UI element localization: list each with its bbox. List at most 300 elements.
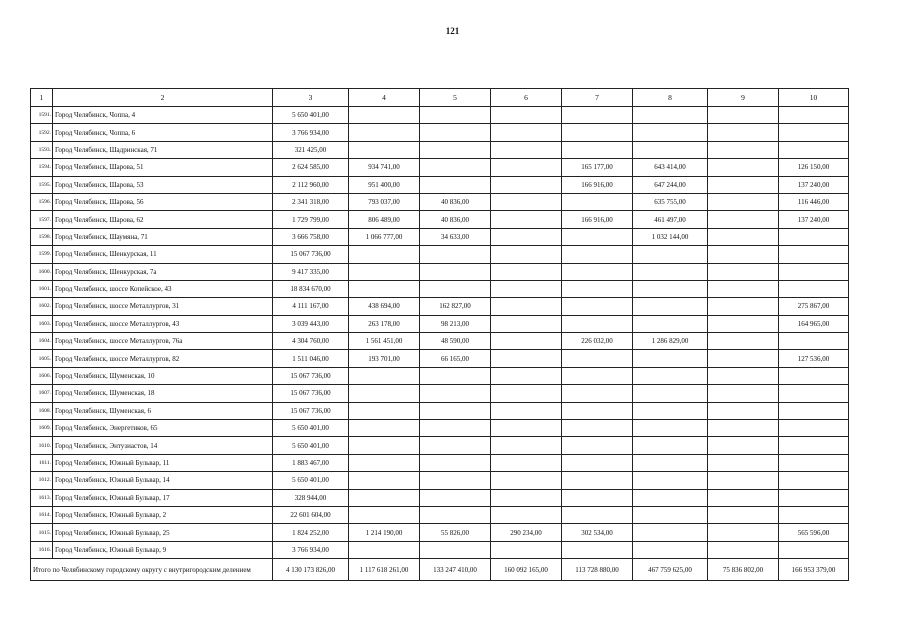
row-number-cell: 1608. [31, 402, 53, 419]
amount-cell [708, 472, 779, 489]
total-amount-cell: 166 953 379,00 [779, 559, 849, 581]
amount-cell [633, 437, 708, 454]
amount-cell [633, 454, 708, 471]
amount-cell [562, 402, 633, 419]
row-number-cell: 1592. [31, 124, 53, 141]
amount-cell [349, 280, 420, 297]
row-number-cell: 1613. [31, 489, 53, 506]
table-row [31, 315, 849, 332]
amount-cell: 3 766 934,00 [273, 124, 349, 141]
amount-cell [633, 107, 708, 124]
amount-cell [349, 420, 420, 437]
row-number-cell: 1607. [31, 385, 53, 402]
amount-cell [708, 315, 779, 332]
total-label: Итого по Челябинскому городскому округу с внутригородским делением [31, 559, 273, 581]
table-row [31, 506, 849, 523]
amount-cell [349, 489, 420, 506]
amount-cell [562, 350, 633, 367]
row-number-cell: 1591. [31, 107, 53, 124]
amount-cell: 806 489,00 [349, 211, 420, 228]
table-row [31, 420, 849, 437]
address-cell: Город Челябинск, шоссе Металлургов, 82 [53, 350, 273, 367]
address-cell: Город Челябинск, Чоппа, 6 [53, 124, 273, 141]
amount-cell [779, 107, 849, 124]
amount-cell [708, 107, 779, 124]
amount-cell: 1 032 144,00 [633, 228, 708, 245]
amount-cell: 5 650 401,00 [273, 107, 349, 124]
amount-cell [779, 280, 849, 297]
amount-cell [349, 541, 420, 558]
amount-cell [491, 402, 562, 419]
amount-cell [562, 437, 633, 454]
amount-cell [779, 228, 849, 245]
header-cell: 2 [53, 89, 273, 107]
total-amount-cell: 75 836 802,00 [708, 559, 779, 581]
amount-cell: 4 304 760,00 [273, 333, 349, 350]
amount-cell [633, 524, 708, 541]
amount-cell [349, 402, 420, 419]
amount-cell [349, 263, 420, 280]
amount-cell [708, 524, 779, 541]
amount-cell [562, 385, 633, 402]
amount-cell [708, 211, 779, 228]
amount-cell [708, 228, 779, 245]
row-number-cell: 1606. [31, 367, 53, 384]
amount-cell [562, 228, 633, 245]
amount-cell: 647 244,00 [633, 176, 708, 193]
amount-cell: 98 213,00 [420, 315, 491, 332]
amount-cell [779, 437, 849, 454]
amount-cell: 5 650 401,00 [273, 420, 349, 437]
amount-cell [562, 107, 633, 124]
amount-cell [491, 333, 562, 350]
address-cell: Город Челябинск, Шуменская, 10 [53, 367, 273, 384]
amount-cell: 2 624 585,00 [273, 159, 349, 176]
amount-cell [633, 385, 708, 402]
amount-cell [491, 489, 562, 506]
amount-cell [562, 280, 633, 297]
amount-cell [779, 263, 849, 280]
amount-cell: 5 650 401,00 [273, 472, 349, 489]
amount-cell [491, 176, 562, 193]
amount-cell [708, 193, 779, 210]
amount-cell [420, 280, 491, 297]
amount-cell [779, 489, 849, 506]
amount-cell: 137 240,00 [779, 176, 849, 193]
address-cell: Город Челябинск, Шенкурская, 11 [53, 246, 273, 263]
address-cell: Город Челябинск, Южный Бульвар, 14 [53, 472, 273, 489]
amount-cell [633, 350, 708, 367]
amount-cell [420, 246, 491, 263]
amount-cell: 162 827,00 [420, 298, 491, 315]
row-number-cell: 1616. [31, 541, 53, 558]
table-row [31, 541, 849, 558]
amount-cell [420, 437, 491, 454]
amount-cell [420, 367, 491, 384]
amount-cell [349, 454, 420, 471]
address-cell: Город Челябинск, шоссе Металлургов, 43 [53, 315, 273, 332]
row-number-cell: 1614. [31, 506, 53, 523]
amount-cell [708, 402, 779, 419]
amount-cell: 4 111 167,00 [273, 298, 349, 315]
amount-cell: 166 916,00 [562, 176, 633, 193]
amount-cell [420, 420, 491, 437]
table-body [31, 89, 849, 581]
amount-cell: 438 694,00 [349, 298, 420, 315]
amount-cell: 22 601 604,00 [273, 506, 349, 523]
address-cell: Город Челябинск, Шарова, 56 [53, 193, 273, 210]
amount-cell [779, 541, 849, 558]
amount-cell: 461 497,00 [633, 211, 708, 228]
amount-cell [349, 141, 420, 158]
row-number-cell: 1597. [31, 211, 53, 228]
amount-cell [633, 402, 708, 419]
header-cell: 6 [491, 89, 562, 107]
amount-cell [491, 454, 562, 471]
amount-cell [562, 246, 633, 263]
amount-cell: 2 341 318,00 [273, 193, 349, 210]
address-cell: Город Челябинск, шоссе Металлургов, 31 [53, 298, 273, 315]
row-number-cell: 1601. [31, 280, 53, 297]
address-cell: Город Челябинск, Южный Бульвар, 25 [53, 524, 273, 541]
address-cell: Город Челябинск, Энергетиков, 65 [53, 420, 273, 437]
amount-cell [562, 454, 633, 471]
amount-cell: 275 867,00 [779, 298, 849, 315]
header-cell: 8 [633, 89, 708, 107]
amount-cell [420, 141, 491, 158]
amount-cell [420, 402, 491, 419]
table-row [31, 124, 849, 141]
row-number-cell: 1611. [31, 454, 53, 471]
total-amount-cell: 160 092 165,00 [491, 559, 562, 581]
table-row [31, 280, 849, 297]
amount-cell: 934 741,00 [349, 159, 420, 176]
table-row [31, 367, 849, 384]
amount-cell [708, 454, 779, 471]
amount-cell [420, 159, 491, 176]
amount-cell [491, 367, 562, 384]
row-number-cell: 1609. [31, 420, 53, 437]
amount-cell [420, 472, 491, 489]
table-row [31, 333, 849, 350]
amount-cell: 1 511 046,00 [273, 350, 349, 367]
amount-cell [633, 506, 708, 523]
amount-cell [491, 280, 562, 297]
amount-cell [779, 124, 849, 141]
amount-cell: 126 150,00 [779, 159, 849, 176]
amount-cell [349, 385, 420, 402]
amount-cell [562, 489, 633, 506]
amount-cell: 3 039 443,00 [273, 315, 349, 332]
amount-cell [633, 246, 708, 263]
amount-cell: 2 112 960,00 [273, 176, 349, 193]
address-cell: Город Челябинск, Чоппа, 4 [53, 107, 273, 124]
page-number: 121 [445, 26, 460, 36]
amount-cell [708, 263, 779, 280]
amount-cell [562, 263, 633, 280]
amount-cell: 15 067 736,00 [273, 246, 349, 263]
amount-cell [491, 385, 562, 402]
amount-cell [491, 228, 562, 245]
amount-cell [779, 420, 849, 437]
table-row [31, 211, 849, 228]
table-row [31, 524, 849, 541]
amount-cell: 302 534,00 [562, 524, 633, 541]
amount-cell [491, 298, 562, 315]
amount-cell: 66 165,00 [420, 350, 491, 367]
amount-cell: 165 177,00 [562, 159, 633, 176]
amount-cell: 565 596,00 [779, 524, 849, 541]
amount-cell [708, 489, 779, 506]
amount-cell [491, 141, 562, 158]
address-cell: Город Челябинск, Южный Бульвар, 11 [53, 454, 273, 471]
amount-cell [349, 246, 420, 263]
amount-cell: 48 590,00 [420, 333, 491, 350]
header-cell: 7 [562, 89, 633, 107]
total-row [31, 559, 849, 581]
table-row [31, 263, 849, 280]
table-row [31, 176, 849, 193]
row-number-cell: 1594. [31, 159, 53, 176]
amount-cell [420, 263, 491, 280]
amount-cell: 40 836,00 [420, 193, 491, 210]
amount-cell [562, 472, 633, 489]
amount-cell [633, 541, 708, 558]
amount-cell [491, 315, 562, 332]
amount-cell [779, 367, 849, 384]
row-number-cell: 1598. [31, 228, 53, 245]
table-row [31, 228, 849, 245]
amount-cell [779, 141, 849, 158]
amount-cell [562, 420, 633, 437]
amount-cell [491, 437, 562, 454]
row-number-cell: 1615. [31, 524, 53, 541]
amount-cell [349, 367, 420, 384]
address-cell: Город Челябинск, Южный Бульвар, 2 [53, 506, 273, 523]
amount-cell: 34 633,00 [420, 228, 491, 245]
row-number-cell: 1600. [31, 263, 53, 280]
amount-cell [491, 472, 562, 489]
amount-cell [779, 454, 849, 471]
amount-cell [491, 193, 562, 210]
table-row [31, 141, 849, 158]
amount-cell [491, 350, 562, 367]
amount-cell [491, 107, 562, 124]
amount-cell: 328 944,00 [273, 489, 349, 506]
amount-cell: 1 066 777,00 [349, 228, 420, 245]
amount-cell: 3 666 758,00 [273, 228, 349, 245]
amount-cell [562, 298, 633, 315]
address-cell: Город Челябинск, Южный Бульвар, 9 [53, 541, 273, 558]
amount-cell [708, 541, 779, 558]
amount-cell [633, 298, 708, 315]
amount-cell [562, 315, 633, 332]
amount-cell [708, 159, 779, 176]
amount-cell [420, 541, 491, 558]
amount-cell [420, 506, 491, 523]
amount-cell [349, 124, 420, 141]
amount-cell [562, 506, 633, 523]
table-row [31, 159, 849, 176]
row-number-cell: 1602. [31, 298, 53, 315]
amount-cell: 40 836,00 [420, 211, 491, 228]
amount-cell [779, 333, 849, 350]
address-cell: Город Челябинск, шоссе Копейское, 43 [53, 280, 273, 297]
amount-cell: 3 766 934,00 [273, 541, 349, 558]
amount-cell [708, 124, 779, 141]
amount-cell [708, 298, 779, 315]
amount-cell: 635 755,00 [633, 193, 708, 210]
table-row [31, 298, 849, 315]
amount-cell: 9 417 335,00 [273, 263, 349, 280]
row-number-cell: 1593. [31, 141, 53, 158]
amount-cell [562, 367, 633, 384]
header-cell: 3 [273, 89, 349, 107]
amount-cell [779, 506, 849, 523]
total-amount-cell: 4 130 173 826,00 [273, 559, 349, 581]
amount-cell [633, 420, 708, 437]
amount-cell: 1 286 829,00 [633, 333, 708, 350]
row-number-cell: 1596. [31, 193, 53, 210]
header-cell: 1 [31, 89, 53, 107]
amount-cell [420, 454, 491, 471]
address-cell: Город Челябинск, Шаумяна, 71 [53, 228, 273, 245]
amount-cell: 1 561 451,00 [349, 333, 420, 350]
table-row [31, 489, 849, 506]
amount-cell: 643 414,00 [633, 159, 708, 176]
row-number-cell: 1605. [31, 350, 53, 367]
amount-cell [708, 333, 779, 350]
amount-cell: 1 729 799,00 [273, 211, 349, 228]
amount-cell [491, 263, 562, 280]
address-cell: Город Челябинск, Шарова, 62 [53, 211, 273, 228]
amount-cell [562, 193, 633, 210]
amount-cell [633, 315, 708, 332]
amount-cell [420, 385, 491, 402]
amount-cell [708, 506, 779, 523]
amount-cell: 15 067 736,00 [273, 402, 349, 419]
amount-cell [420, 124, 491, 141]
address-cell: Город Челябинск, Шарова, 53 [53, 176, 273, 193]
amount-cell [349, 437, 420, 454]
amount-cell: 290 234,00 [491, 524, 562, 541]
row-number-cell: 1603. [31, 315, 53, 332]
amount-cell [491, 506, 562, 523]
row-number-cell: 1604. [31, 333, 53, 350]
total-amount-cell: 133 247 410,00 [420, 559, 491, 581]
amount-cell: 321 425,00 [273, 141, 349, 158]
amount-cell [633, 263, 708, 280]
header-cell: 4 [349, 89, 420, 107]
amount-cell: 793 037,00 [349, 193, 420, 210]
amount-cell: 1 883 467,00 [273, 454, 349, 471]
amount-cell [491, 124, 562, 141]
amount-cell [779, 246, 849, 263]
amount-cell [491, 159, 562, 176]
amount-cell [562, 141, 633, 158]
amount-cell [708, 367, 779, 384]
register-table [30, 88, 849, 581]
address-cell: Город Челябинск, Энтузиастов, 14 [53, 437, 273, 454]
amount-cell [491, 420, 562, 437]
amount-cell: 1 824 252,00 [273, 524, 349, 541]
total-amount-cell: 113 728 880,00 [562, 559, 633, 581]
amount-cell [491, 541, 562, 558]
header-row [31, 89, 849, 107]
amount-cell: 15 067 736,00 [273, 385, 349, 402]
table-row [31, 193, 849, 210]
amount-cell [562, 541, 633, 558]
amount-cell: 226 032,00 [562, 333, 633, 350]
amount-cell [349, 506, 420, 523]
header-cell: 10 [779, 89, 849, 107]
amount-cell: 5 650 401,00 [273, 437, 349, 454]
amount-cell [633, 141, 708, 158]
amount-cell: 166 916,00 [562, 211, 633, 228]
amount-cell: 1 214 190,00 [349, 524, 420, 541]
amount-cell: 137 240,00 [779, 211, 849, 228]
address-cell: Город Челябинск, Шенкурская, 7а [53, 263, 273, 280]
amount-cell: 18 834 670,00 [273, 280, 349, 297]
amount-cell [420, 489, 491, 506]
amount-cell [779, 402, 849, 419]
amount-cell: 263 178,00 [349, 315, 420, 332]
total-amount-cell: 1 117 618 261,00 [349, 559, 420, 581]
address-cell: Город Челябинск, Шуменская, 18 [53, 385, 273, 402]
amount-cell [633, 489, 708, 506]
address-cell: Город Челябинск, Шадринская, 71 [53, 141, 273, 158]
amount-cell [708, 280, 779, 297]
amount-cell [349, 472, 420, 489]
amount-cell [633, 124, 708, 141]
total-amount-cell: 467 759 625,00 [633, 559, 708, 581]
amount-cell: 127 536,00 [779, 350, 849, 367]
table-row [31, 402, 849, 419]
amount-cell [420, 107, 491, 124]
table-row [31, 472, 849, 489]
amount-cell: 193 701,00 [349, 350, 420, 367]
amount-cell [708, 246, 779, 263]
row-number-cell: 1595. [31, 176, 53, 193]
amount-cell [708, 385, 779, 402]
amount-cell [708, 420, 779, 437]
amount-cell [708, 176, 779, 193]
table-row [31, 385, 849, 402]
amount-cell [633, 280, 708, 297]
amount-cell: 15 067 736,00 [273, 367, 349, 384]
table-row [31, 350, 849, 367]
amount-cell [708, 350, 779, 367]
row-number-cell: 1599. [31, 246, 53, 263]
amount-cell: 116 446,00 [779, 193, 849, 210]
table-row [31, 107, 849, 124]
address-cell: Город Челябинск, шоссе Металлургов, 76а [53, 333, 273, 350]
amount-cell [633, 367, 708, 384]
amount-cell [420, 176, 491, 193]
amount-cell [562, 124, 633, 141]
address-cell: Город Челябинск, Шарова, 51 [53, 159, 273, 176]
row-number-cell: 1610. [31, 437, 53, 454]
amount-cell [779, 472, 849, 489]
table-row [31, 437, 849, 454]
amount-cell: 164 965,00 [779, 315, 849, 332]
table-row [31, 246, 849, 263]
amount-cell [708, 141, 779, 158]
amount-cell [708, 437, 779, 454]
address-cell: Город Челябинск, Южный Бульвар, 17 [53, 489, 273, 506]
amount-cell [349, 107, 420, 124]
row-number-cell: 1612. [31, 472, 53, 489]
